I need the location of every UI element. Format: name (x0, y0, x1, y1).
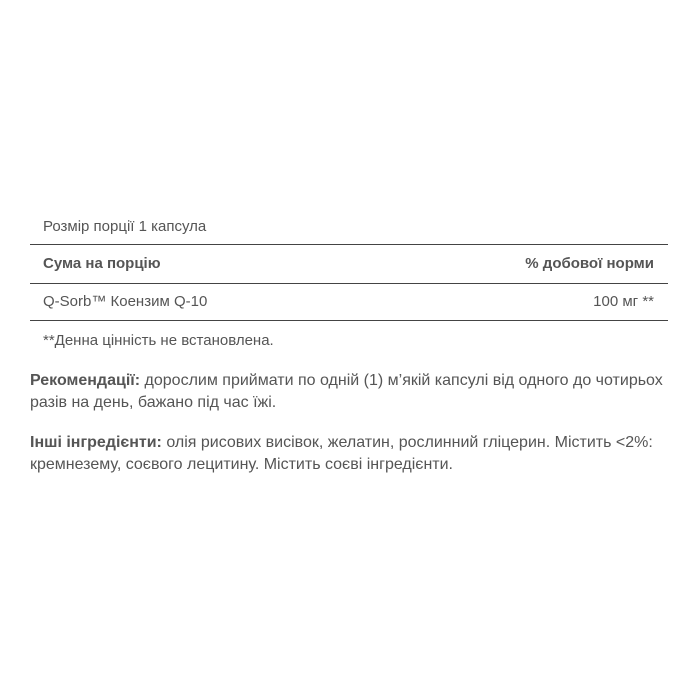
ingredients-label: Інші інгредієнти: (30, 434, 162, 451)
supplement-facts-table (30, 210, 668, 350)
table-header-row (30, 245, 668, 284)
ingredients-text: олія рисових висівок, желатин, рослинний гліцерин. Містить <2%: кремнезему, соєвого лецитину. Містить соєві інгредієнти. (30, 434, 653, 473)
nutrient-name: Q-Sorb™ Коензим Q-10 (43, 293, 208, 310)
recommendations-paragraph (30, 370, 670, 414)
recommendations-text: дорослим приймати по одній (1) м’якій капсулі від одного до чотирьох разів на день, бажано під час їжі. (30, 372, 663, 411)
other-ingredients-paragraph (30, 432, 670, 476)
table-row (30, 284, 668, 321)
nutrient-amount: 100 мг ** (593, 293, 654, 310)
amount-per-serving-heading: Сума на порцію (43, 255, 161, 272)
serving-size-row (30, 210, 668, 245)
serving-size-label: Розмір порції 1 капсула (43, 218, 207, 235)
daily-value-heading: % добової норми (525, 255, 654, 272)
footnote: **Денна цінність не встановлена. (43, 332, 274, 349)
recommendations-label: Рекомендації: (30, 372, 141, 389)
